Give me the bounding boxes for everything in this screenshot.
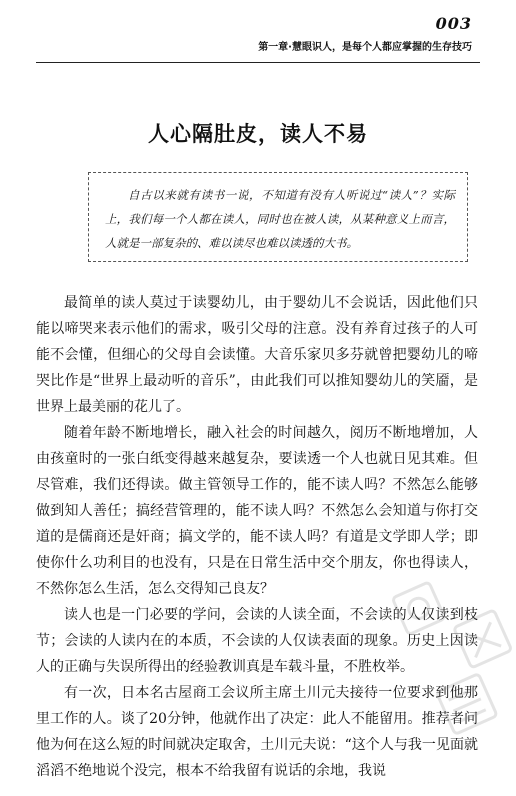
intro-box [88,172,468,262]
header-rule [36,62,480,63]
section-title: 人心隔肚皮，读人不易 [148,122,368,146]
body-text [36,290,478,784]
paragraph: 读人也是一门必要的学问，会读的人读全面，不会读的人仅读到枝节；会读的人读内在的本质，不会读的人仅读表面的现象。历史上因读人的正确与失误所得出的经验教训真是车载斗量，不胜枚举。 [36,607,478,675]
paragraph: 随着年龄不断地增长，融入社会的时间越久，阅历不断地增加，人由孩童时的一张白纸变得越来越复杂，要读透一个人也就日见其难。但尽管难，我们还得读。做主管领导工作的，能不读人吗？不然怎么能够做到知人善任；搞经营管理的，能不读人吗？不然怎么会知道与你打交道的是儒商还是奸商；搞文学的，能不读人吗？有道是文学即人学；即使你什么功利目的也没有，只是在日常生活中交个朋友，你也得读人，不然你怎么生活，怎么交得知己良友？ [36,425,478,597]
paragraph: 有一次，日本名古屋商工会议所主席土川元夫接待一位要求到他那里工作的人。谈了20分钟，他就作出了决定：此人不能留用。推荐者问他为何在这么短的时间就决定取舍，土川元夫说：“这个人与我一见面就滔滔不绝地说个没完，根本不给我留有说话的余地，我说 [36,685,478,779]
running-head: 第一章·慧眼识人，是每个人都应掌握的生存技巧 [258,42,472,53]
page-number: 003 [435,14,472,33]
paragraph: 最简单的读人莫过于读婴幼儿，由于婴幼儿不会说话，因此他们只能以啼哭来表示他们的需求，吸引父母的注意。没有养育过孩子的人可能不会懂，但细心的父母自会读懂。大音乐家贝多芬就曾把婴幼儿的啼哭比作是“世界上最动听的音乐”，由此我们可以推知婴幼儿的笑靥，是世界上最美丽的花儿了。 [36,295,478,415]
intro-text: 自古以来就有读书一说，不知道有没有人听说过“读人”？实际上，我们每一个人都在读人，同时也在被人读，从某种意义上而言，人就是一部复杂的、难以读尽也难以读透的大书。 [105,188,455,250]
